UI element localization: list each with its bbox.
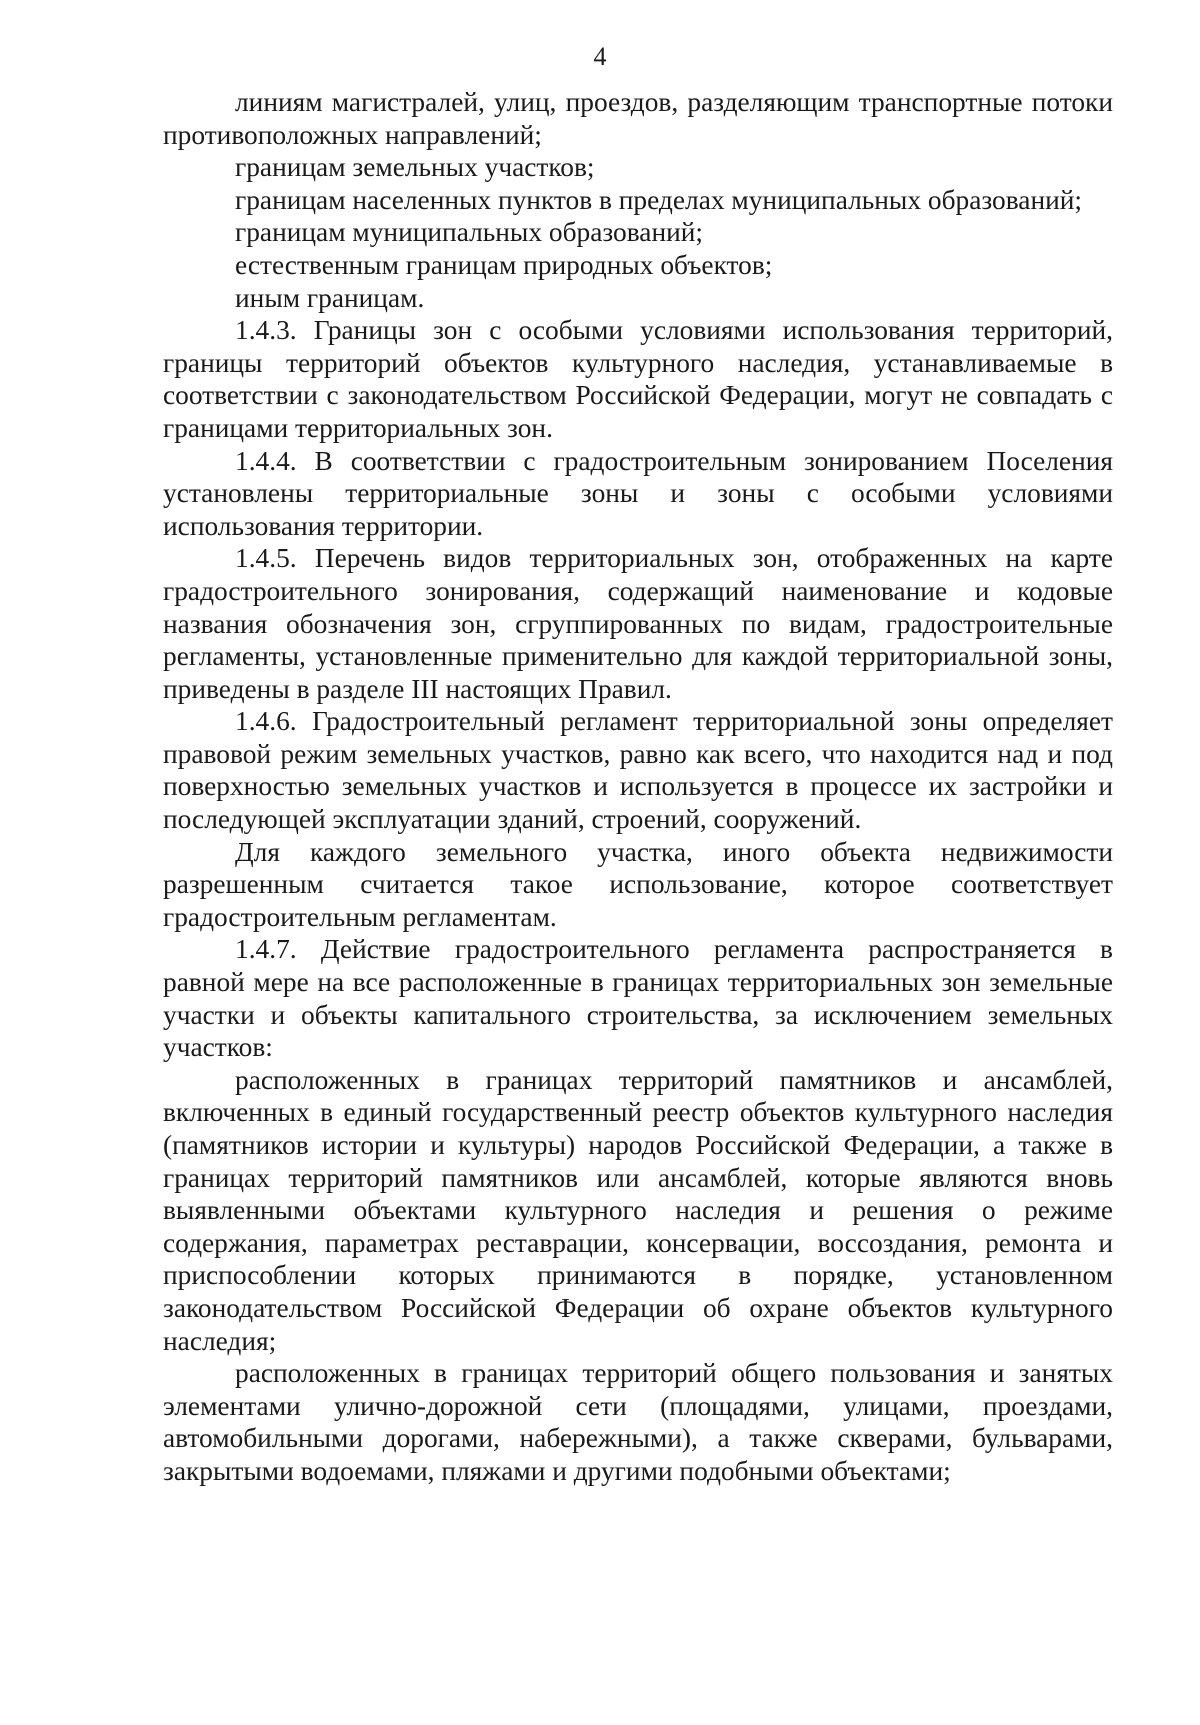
paragraph: линиям магистралей, улиц, проездов, разделяющим транспортные потоки противоположных направлений;: [163, 87, 1113, 150]
paragraph: границам земельных участков;: [235, 152, 595, 183]
paragraph: иным границам.: [235, 282, 425, 313]
paragraph: Для каждого земельного участка, иного объекта недвижимости разрешенным считается такое использование, которое соответствует градостроительным регламентам.: [163, 836, 1113, 932]
section-paragraph-1-4-7: 1.4.7. Действие градостроительного регламента распространяется в равной мере на все расположенные в границах территориальных зон земельные участки и объекты капитального строительства, за исключением земельных участков:: [163, 934, 1113, 1063]
paragraph: границам населенных пунктов в пределах муниципальных образований;: [235, 184, 1083, 215]
section-paragraph-1-4-4: 1.4.4. В соответствии с градостроительным зонированием Поселения установлены территориальные зоны и зоны с особыми условиями использования территории.: [163, 445, 1113, 541]
section-paragraph-1-4-5: 1.4.5. Перечень видов территориальных зон, отображенных на карте градостроительного зонирования, содержащий наименование и кодовые названия обозначения зон, сгруппированных по видам, градостроительные регламенты, установленные применительно для каждой территориальной зоны, приведены в разделе III настоящих Правил.: [163, 543, 1113, 704]
paragraph: расположенных в границах территорий общего пользования и занятых элементами улично-дорожной сети (площадями, улицами, проездами, автомобильными дорогами, набережными), а также скверами, бульварами, закрытыми водоемами, пляжами и другими подобными объектами;: [163, 1358, 1113, 1486]
section-paragraph-1-4-3: 1.4.3. Границы зон с особыми условиями использования территорий, границы территорий объектов культурного наследия, устанавливаемые в соответствии с законодательством Российской Федерации, могут не совпадать с границами территориальных зон.: [163, 315, 1113, 443]
paragraph: расположенных в границах территорий памятников и ансамблей, включенных в единый государственный реестр объектов культурного наследия (памятников истории и культуры) народов Российской Федерации, а также в границах территорий памятников или ансамблей, которые являются вновь выявленными объектами культурного наследия и решения о режиме содержания, параметрах реставрации, консервации, воссоздания, ремонта и приспособлении которых принимаются в порядке, установленном законодательством Российской Федерации об охране объектов культурного наследия;: [163, 1064, 1113, 1356]
document-body: [163, 86, 1113, 1488]
section-paragraph-1-4-6: 1.4.6. Градостроительный регламент территориальной зоны определяет правовой режим земельных участков, равно как всего, что находится над и под поверхностью земельных участков и используется в процессе их застройки и последующей эксплуатации зданий, строений, сооружений.: [163, 706, 1113, 835]
paragraph: границам муниципальных образований;: [235, 217, 704, 248]
paragraph: естественным границам природных объектов;: [235, 249, 773, 280]
page-number: 4: [593, 42, 607, 71]
